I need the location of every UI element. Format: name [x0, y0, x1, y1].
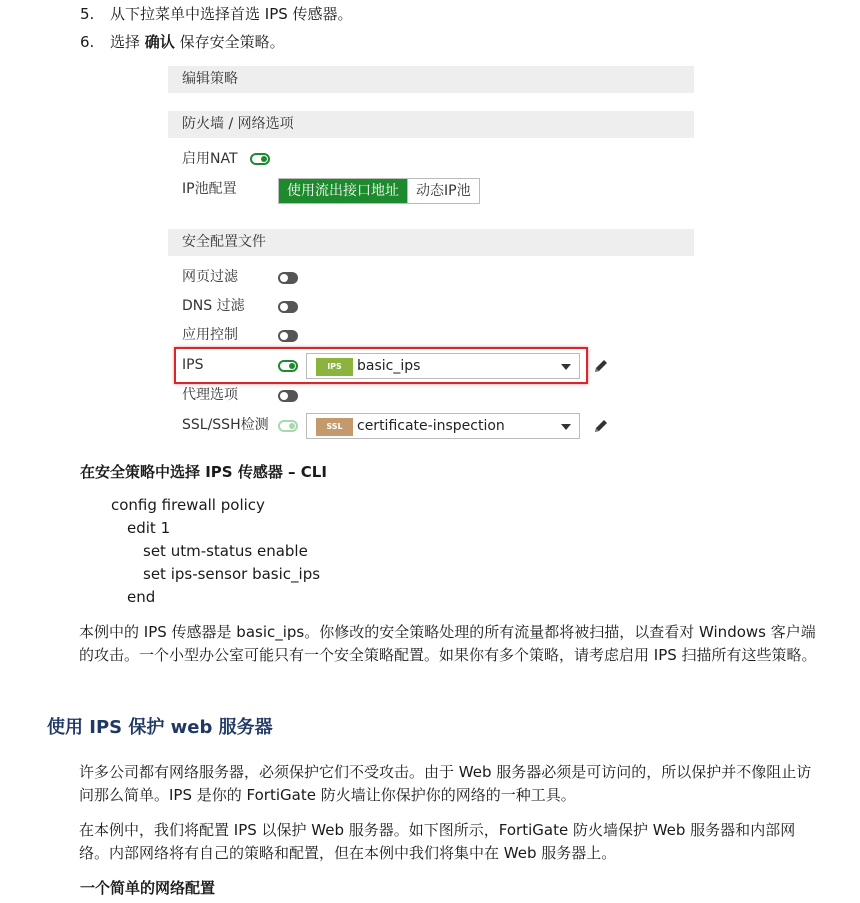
ips-sensor-value: basic_ips	[357, 358, 421, 374]
ssl-inspection-select[interactable]	[306, 413, 580, 439]
ippool-button-group	[278, 178, 480, 204]
paragraph-1: 本例中的 IPS 传感器是 basic_ips。你修改的安全策略处理的所有流量都将被扫描，以查看对 Windows 客户端的攻击。一个小型办公室可能只有一个安全策略配置。如果你有多个策略，请考虑启用 IPS 扫描所有这些策略。	[79, 623, 817, 664]
step-5	[80, 4, 353, 24]
subheading: 一个简单的网络配置	[80, 879, 216, 897]
cli-heading: 在安全策略中选择 IPS 传感器 – CLI	[80, 463, 327, 481]
profile-label-proxy: 代理选项	[182, 387, 238, 403]
step-text-post: 保存安全策略。	[179, 33, 285, 51]
firewall-section-header: 防火墙 / 网络选项	[168, 111, 694, 138]
ips-highlight-box	[174, 347, 588, 384]
edit-policy-screenshot	[168, 66, 694, 446]
ippool-option-outgoing[interactable]: 使用流出接口地址	[279, 179, 407, 203]
pencil-icon[interactable]	[593, 358, 609, 374]
ippool-label: IP池配置	[182, 181, 237, 197]
paragraph-3: 在本例中，我们将配置 IPS 以保护 Web 服务器。如下图所示，FortiGate 防火墙保护 Web 服务器和内部网络。内部网络将有自己的策略和配置，但在本例中我们将集中在 Web 服务器上。	[79, 821, 796, 862]
step-text-bold: 确认	[144, 33, 175, 51]
profile-label-dns: DNS 过滤	[182, 298, 245, 314]
cli-line: set ips-sensor basic_ips	[143, 565, 321, 583]
cli-line: edit 1	[127, 519, 171, 537]
step-6	[80, 32, 285, 52]
profiles-section-header: 安全配置文件	[168, 229, 694, 256]
webfilter-toggle[interactable]	[278, 272, 298, 284]
cli-line: end	[127, 588, 156, 606]
profile-label-ips: IPS	[182, 357, 204, 373]
ippool-option-dynamic[interactable]: 动态IP池	[407, 179, 479, 203]
ssl-inspection-toggle	[278, 420, 298, 432]
pencil-icon[interactable]	[593, 418, 609, 434]
ips-badge: IPS	[316, 358, 353, 376]
profile-label-ssl: SSL/SSH检测	[182, 417, 269, 433]
dns-filter-toggle[interactable]	[278, 301, 298, 313]
ssl-inspection-value: certificate-inspection	[357, 418, 505, 434]
profile-label-webfilter: 网页过滤	[182, 269, 238, 285]
cli-line: set utm-status enable	[143, 542, 308, 560]
cli-line: config firewall policy	[111, 496, 265, 514]
proxy-options-toggle[interactable]	[278, 390, 298, 402]
nat-label: 启用NAT	[182, 151, 238, 167]
section-title: 使用 IPS 保护 web 服务器	[47, 717, 273, 738]
profile-label-appctrl: 应用控制	[182, 327, 238, 343]
app-control-toggle[interactable]	[278, 330, 298, 342]
dialog-title: 编辑策略	[168, 66, 694, 93]
step-text-pre: 选择	[110, 33, 141, 51]
nat-toggle[interactable]	[250, 153, 270, 165]
step-number: 6.	[80, 33, 95, 51]
paragraph-2: 许多公司都有网络服务器，必须保护它们不受攻击。由于 Web 服务器必须是可访问的，所以保护并不像阻止访问那么简单。IPS 是你的 FortiGate 防火墙让你保护你的网络的一种工具。	[79, 763, 812, 804]
step-number: 5.	[80, 5, 95, 23]
caret-down-icon	[561, 424, 571, 430]
ssl-badge: SSL	[316, 418, 353, 436]
step-text: 从下拉菜单中选择首选 IPS 传感器。	[110, 5, 353, 23]
